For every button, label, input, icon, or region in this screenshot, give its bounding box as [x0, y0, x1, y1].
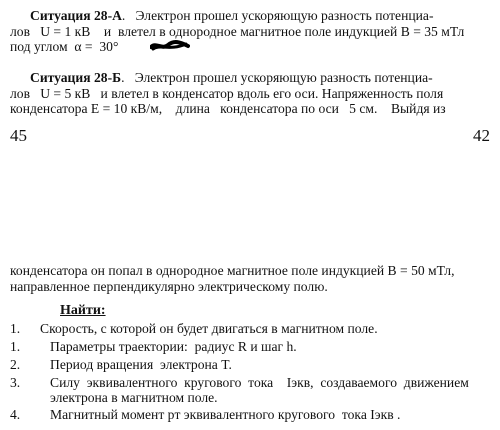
list-item-text: Период вращения электрона T.: [50, 357, 232, 372]
list-item-number: 2.: [10, 357, 21, 372]
list-item-text: Магнитный момент pт эквивалентного кругового тока Iэкв .: [50, 407, 401, 422]
situation-b-title: Ситуация 28-Б: [30, 70, 122, 85]
list-item-number: 4.: [10, 407, 21, 422]
situation-a-line-1: Электрон прошел ускоряющую разность потенциа-: [135, 8, 434, 23]
page-number-right: 42: [473, 126, 490, 145]
situation-b-line-1: Электрон прошел ускоряющую разность потенциа-: [134, 70, 433, 85]
situation-b-line-2: лов U = 5 кВ и влетел в конденсатор вдоль его оси. Напряженность поля: [10, 85, 444, 101]
page-gap: [0, 156, 500, 248]
list-item-number: 3.: [10, 375, 21, 390]
situation-a-paragraph: Ситуация 28-А. Электрон прошел ускоряющую разность потенциа- лов U = 1 кВ и влетел в однородное магнитное поле индукцией B = 35 мТл под углом α = 30°: [10, 8, 480, 55]
list-item-text: Параметры траектории: радиус R и шаг h.: [50, 339, 297, 354]
list-item-text: Силу эквивалентного кругового тока Iэкв, создаваемого движением: [50, 375, 469, 390]
list-item-text: Скорость, с которой он будет двигаться в магнитном поле.: [40, 321, 378, 336]
list-item-text-continued: электрона в магнитном поле.: [50, 390, 218, 405]
situation-a-title: Ситуация 28-А: [30, 8, 122, 23]
continuation-line-2: направленное перпендикулярно электрическому полю.: [10, 278, 328, 294]
situation-a-line-2: лов U = 1 кВ и влетел в однородное магнитное поле индукцией B = 35 мТл: [10, 23, 465, 39]
find-heading: Найти:: [60, 303, 106, 318]
list-item-number: 1.: [10, 339, 21, 354]
scribble-mark: [150, 40, 190, 52]
list-item-number: 1.: [10, 321, 21, 336]
continuation-line-1: конденсатора он попал в однородное магнитное поле индукцией B = 50 мТл,: [10, 263, 455, 278]
situation-a-line-3: под углом α = 30°: [10, 39, 119, 54]
page-number-left: 45: [10, 126, 27, 145]
continuation-paragraph: [10, 263, 480, 294]
situation-b-paragraph: Ситуация 28-Б. Электрон прошел ускоряющую разность потенциа- лов U = 5 кВ и влетел в конденсатор вдоль его оси. Напряженность поля конденсатора E = 10 кВ/м, длина конденсатора по оси 5 см. Выйдя из: [10, 70, 480, 117]
situation-b-line-3: конденсатора E = 10 кВ/м, длина конденсатора по оси 5 см. Выйдя из: [10, 101, 446, 116]
